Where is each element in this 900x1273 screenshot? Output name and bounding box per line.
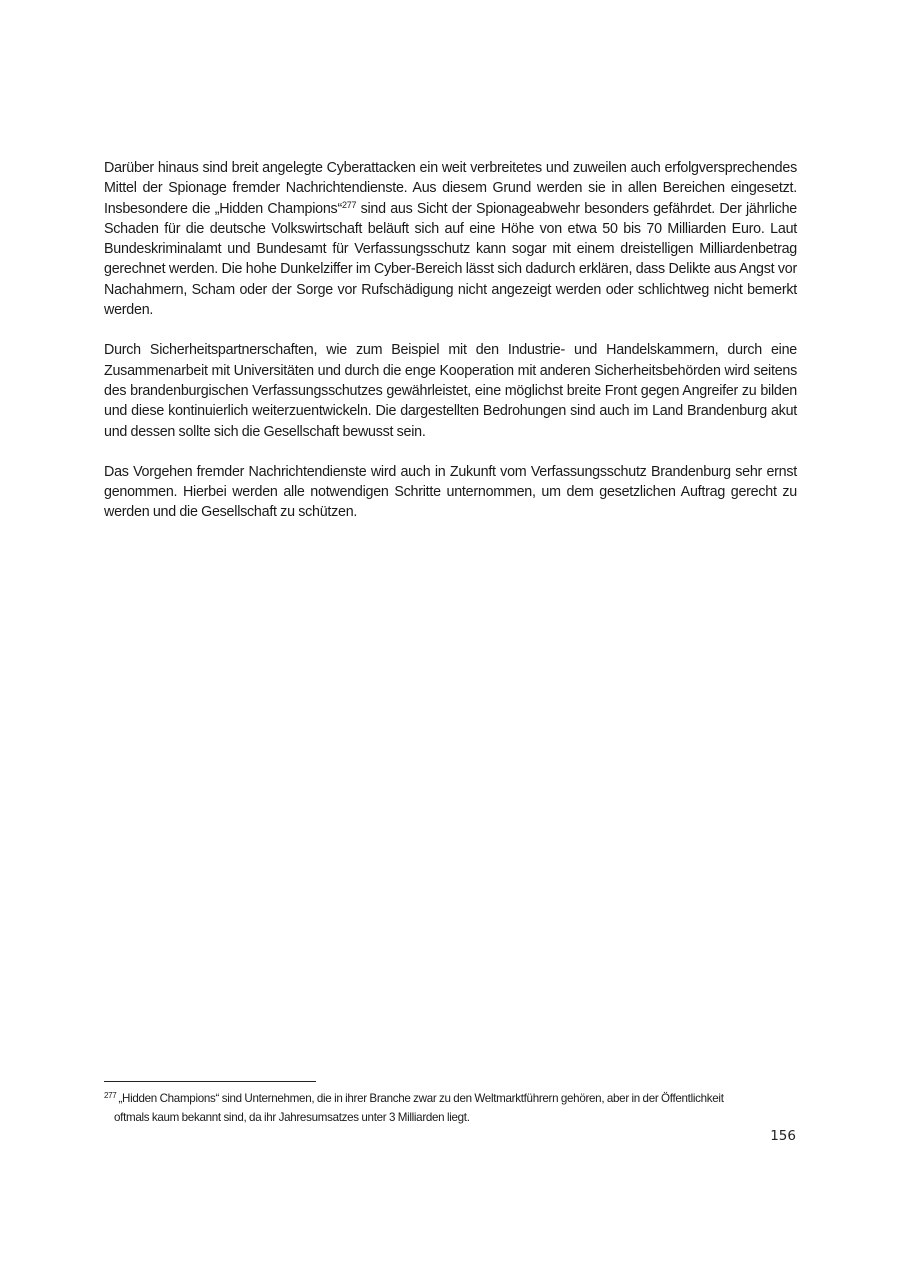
footnote-separator [104,1081,316,1082]
paragraph-cyberattacks [104,158,797,320]
footnote-reference[interactable]: 277 [341,199,357,210]
footnote-text-line1: „Hidden Champions“ sind Unternehmen, die in ihrer Branche zwar zu den Weltmarktführern gehören, aber in der Öffentlichkeit [118,1092,724,1105]
page-number: 156 [770,1128,796,1144]
footnote-marker: 277 [104,1091,117,1100]
footnote [104,1089,800,1127]
paragraph-text: Das Vorgehen fremder Nachrichtendienste wird auch in Zukunft vom Verfassungsschutz Brandenburg sehr ernst genommen. Hierbei werden alle notwendigen Schritte unternommen, um dem gesetzlichen Auftrag gerecht zu werden und die Gesellschaft zu schützen. [104,463,797,521]
paragraph-text: Durch Sicherheitspartnerschaften, wie zum Beispiel mit den Industrie- und Handelskammern, durch eine Zusammenarbeit mit Universitäten und durch die enge Kooperation mit anderen Sicherheitsbehörden wird seitens des brandenburgischen Verfassungsschutzes gewährleistet, eine möglichst breite Front gegen Angreifer zu bilden und diese kontinuierlich weiterzuentwickeln. Die dargestellten Bedrohungen sind auch im Land Brandenburg akut und dessen sollte sich die Gesellschaft bewusst sein. [104,342,797,440]
paragraph-security-partnerships [104,340,797,441]
paragraph-text: sind aus Sicht der Spionageabwehr besonders gefährdet. Der jährliche Schaden für die deutsche Volkswirtschaft beläuft sich auf eine Höhe von etwa 50 bis 70 Milliarden Euro. Laut Bundeskriminalamt und Bundesamt für Verfassungsschutz kann sogar mit einem dreistelligen Milliardenbetrag gerechnet werden. Die hohe Dunkelziffer im Cyber-Bereich lässt sich dadurch erklären, dass Delikte aus Angst vor Nachahmern, Scham oder der Sorge vor Rufschädigung nicht angezeigt werden oder schlichtweg nicht bemerkt werden. [104,200,797,319]
paragraph-future-approach [104,462,797,523]
paragraph-text: Darüber hinaus sind breit angelegte Cyberattacken ein weit verbreitetes und zuweilen auch erfolgversprechendes Mittel der Spionage fremder Nachrichtendienste. Aus diesem Grund werden sie in allen Bereichen eingesetzt. Insbesondere die „Hidden Champions“ [104,160,797,217]
footnote-text-line2: oftmals kaum bekannt sind, da ihr Jahresumsatzes unter 3 Milliarden liegt. [114,1111,470,1124]
body-text [104,158,797,543]
